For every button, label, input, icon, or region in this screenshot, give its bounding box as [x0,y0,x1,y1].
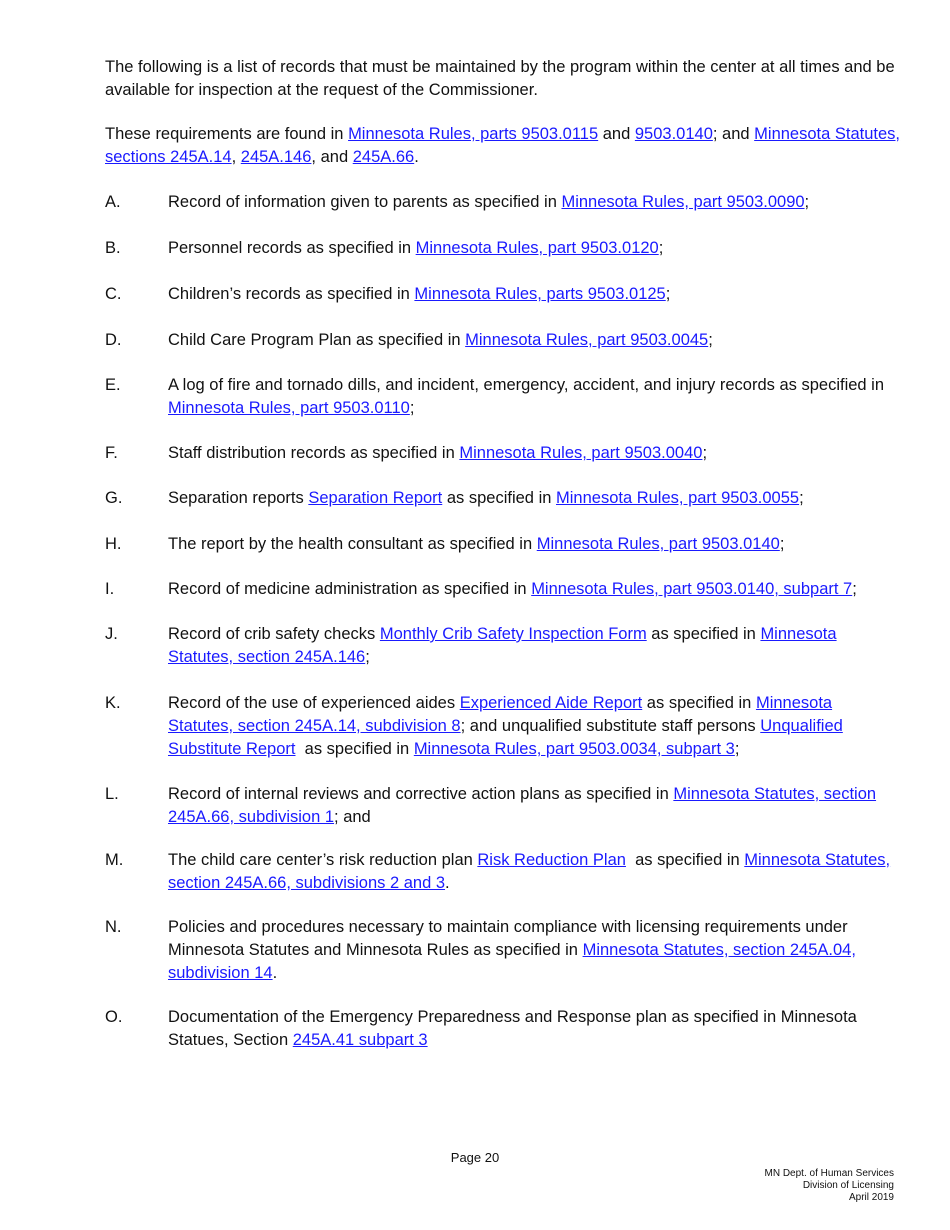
page-number: Page 20 [450,1150,500,1165]
text: Documentation of the Emergency Preparedness and Response plan as specified in Minnesota Statues, Section [168,1008,857,1049]
org-name: MN Dept. of Human Services [764,1168,894,1179]
item-letter: D. [105,331,122,349]
item-link[interactable]: 245A.41 subpart 3 [292,1031,428,1049]
item-text [168,783,900,829]
text: as specified in [442,489,556,507]
text: as specified in [625,851,745,869]
list-item-c [105,283,900,306]
text: The child care center’s risk reduction plan [168,851,478,869]
text: Policies and procedures necessary to maintain compliance with licensing requirements under Minnesota Statutes and Minnesota Rules as specified in [168,918,848,959]
item-letter: A. [105,193,121,211]
text: as specified in [295,740,414,758]
list-item-k [105,692,900,761]
text: ; [779,535,785,553]
item-text [168,487,900,510]
item-link[interactable]: Minnesota Rules, part 9503.0040 [459,444,703,462]
item-link[interactable]: Minnesota Statutes, section 245A.14, subdivision 8 [168,694,833,735]
item-link[interactable]: Minnesota Rules, parts 9503.0125 [414,285,666,303]
text: Record of internal reviews and corrective action plans as specified in [168,785,674,803]
text: . [414,148,419,166]
text: . [272,964,278,982]
item-text [168,692,900,761]
item-letter: K. [105,694,121,712]
item-text [168,849,900,895]
item-link[interactable]: Minnesota Rules, part 9503.0034, subpart 3 [413,740,735,758]
records-list [105,191,900,1052]
item-link[interactable]: Minnesota Statutes, section 245A.146 [168,625,837,666]
text: . [445,874,450,892]
text: Personnel records as specified in [168,239,416,257]
item-letter: O. [105,1008,123,1026]
list-item-j [105,623,900,669]
text: The report by the health consultant as specified in [168,535,537,553]
crib-safety-form-link[interactable]: Monthly Crib Safety Inspection Form [379,625,647,643]
text: ; and [712,125,755,143]
text: ; [658,239,664,257]
item-text [168,578,900,601]
footer-date: April 2019 [848,1192,894,1203]
list-item-b [105,237,900,260]
item-letter: G. [105,489,123,507]
text: These requirements are found in [105,125,349,143]
footer-organization [765,1168,895,1204]
item-link[interactable]: Minnesota Rules, part 9503.0120 [415,239,659,257]
item-text [168,1006,900,1052]
item-text [168,191,900,214]
unqualified-substitute-report-link[interactable]: Unqualified Substitute Report [168,717,843,758]
item-text [168,533,900,556]
link-245a-146[interactable]: 245A.146 [240,148,312,166]
text: Separation reports [168,489,309,507]
link-9503-0140[interactable]: 9503.0140 [634,125,713,143]
text: ; [799,489,804,507]
item-letter: H. [105,535,122,553]
item-letter: B. [105,239,121,257]
item-letter: N. [105,918,122,936]
item-link[interactable]: Minnesota Statutes, section 245A.04, subdivision 14 [168,941,856,982]
text: , [231,148,241,166]
text: ; [702,444,708,462]
item-letter: I. [105,580,115,598]
item-letter: C. [105,285,122,303]
text: A log of fire and tornado dills, and incident, emergency, accident, and injury records as specified in [168,376,885,394]
text: ; [852,580,857,598]
text: ; [365,648,370,666]
text: Record of crib safety checks [168,625,380,643]
org-division: Division of Licensing [802,1180,894,1191]
text: ; and unqualified substitute staff persons [460,717,761,735]
item-link[interactable]: Minnesota Rules, part 9503.0140 [536,535,780,553]
list-item-o [105,1006,900,1052]
text: Record of the use of experienced aides [168,694,460,712]
text: Children’s records as specified in [168,285,415,303]
text: Staff distribution records as specified in [168,444,460,462]
item-letter: M. [105,851,124,869]
separation-report-link[interactable]: Separation Report [308,489,443,507]
text: as specified in [646,625,761,643]
list-item-a [105,191,900,214]
list-item-g [105,487,900,510]
item-text [168,237,900,260]
text: and [598,125,635,143]
risk-reduction-plan-link[interactable]: Risk Reduction Plan [477,851,626,869]
item-link[interactable]: Minnesota Rules, part 9503.0110 [168,399,410,417]
list-item-f [105,442,900,465]
text: , and [311,148,353,166]
list-item-l [105,783,900,829]
link-rules-9503-0115[interactable]: Minnesota Rules, parts 9503.0115 [348,125,599,143]
item-link[interactable]: Minnesota Statutes, section 245A.66, subdivisions 2 and 3 [168,851,891,892]
link-245a-66[interactable]: 245A.66 [352,148,415,166]
text: Record of information given to parents as specified in [168,193,562,211]
list-item-m [105,849,900,895]
item-link[interactable]: Minnesota Rules, part 9503.0055 [556,489,800,507]
item-text [168,374,900,420]
text: ; [804,193,810,211]
item-link[interactable]: Minnesota Statutes, section 245A.66, subdivision 1 [168,785,877,826]
text: Child Care Program Plan as specified in [168,331,466,349]
item-link[interactable]: Minnesota Rules, part 9503.0045 [465,331,709,349]
intro-paragraph: The following is a list of records that must be maintained by the program within the center at all times and be available for inspection at the request of the Commissioner. [105,58,895,99]
item-text [168,442,900,465]
item-letter: L. [105,785,119,803]
requirements-paragraph [105,123,900,169]
list-item-n [105,916,900,985]
list-item-d [105,329,900,352]
text: Record of medicine administration as specified in [168,580,532,598]
item-letter: J. [105,625,118,643]
list-item-e [105,374,900,420]
item-link[interactable]: Minnesota Rules, part 9503.0140, subpart 7 [531,580,853,598]
list-item-h [105,533,900,556]
item-text [168,283,900,306]
text: ; and [334,808,371,826]
text: ; [409,399,415,417]
list-item-i [105,578,900,601]
item-letter: E. [105,376,121,394]
text: ; [665,285,671,303]
text: ; [708,331,713,349]
item-text [168,916,900,985]
text: as specified in [642,694,756,712]
item-text [168,329,900,352]
item-text [168,623,900,669]
item-link[interactable]: Minnesota Rules, part 9503.0090 [561,193,805,211]
experienced-aide-report-link[interactable]: Experienced Aide Report [459,694,643,712]
text: ; [734,740,740,758]
document-page [105,56,900,1052]
link-statutes-245a-14[interactable]: Minnesota Statutes, sections 245A.14 [105,125,901,166]
item-letter: F. [105,444,118,462]
